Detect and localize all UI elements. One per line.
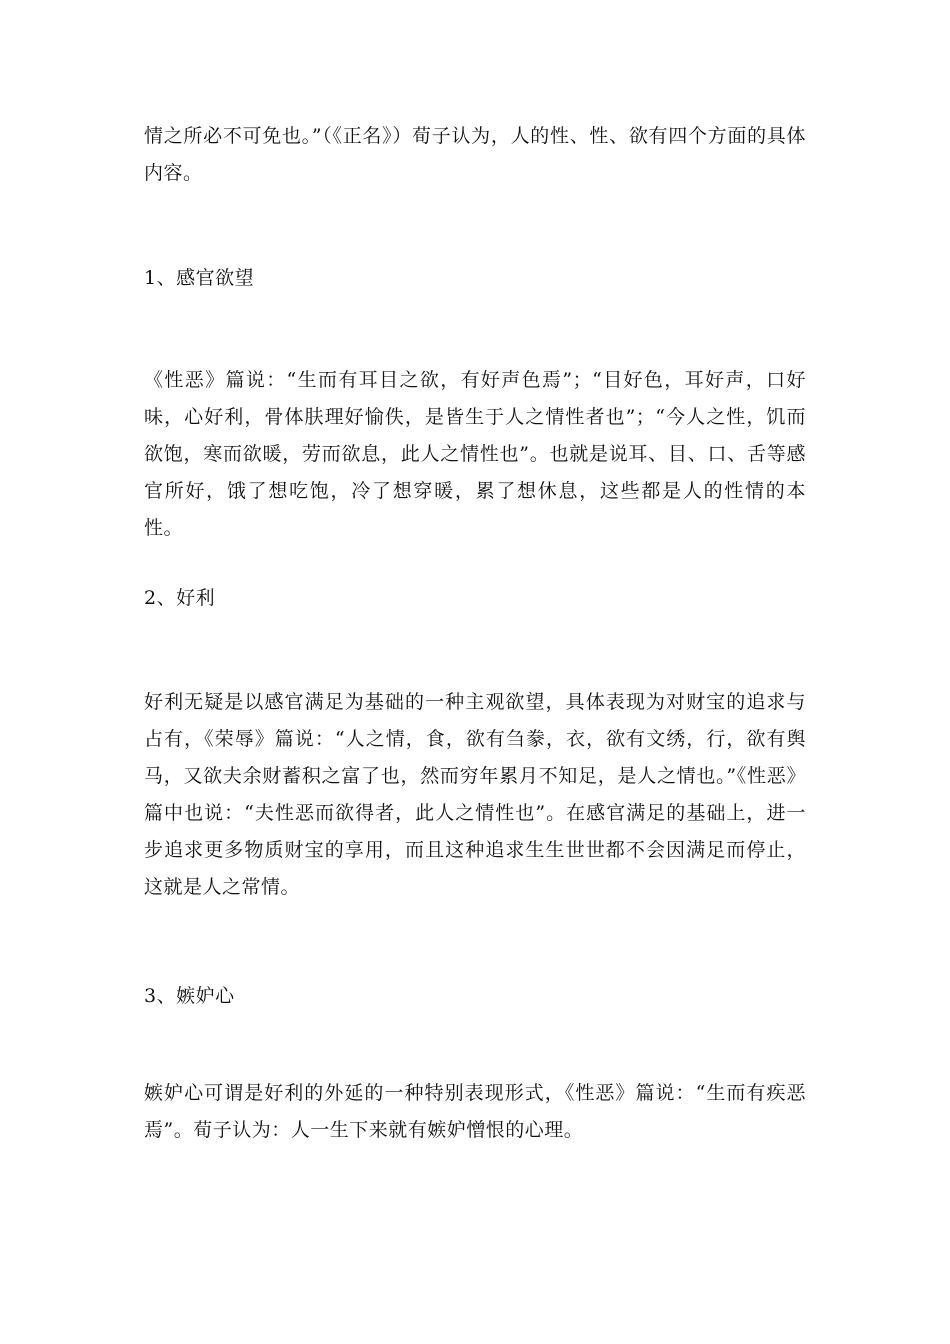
section-body-sensory-desire: 《性恶》篇说：“生而有耳目之欲，有好声色焉”；“目好色，耳好声，口好味，心好利，骨体肤理好愉佚，是皆生于人之情性者也”；“今人之性，饥而欲饱，寒而欲暖，劳而欲息，此人之情性也”。也就是说耳、目、口、舌等感官所好，饿了想吃饱，冷了想穿暖，累了想休息，这些都是人的性情的本性。 <box>144 369 806 539</box>
section-heading-sensory-desire: 1、感官欲望 <box>144 267 255 289</box>
intro-paragraph: 情之所必不可免也。”（《正名》）荀子认为，人的性、性、欲有四个方面的具体内容。 <box>144 125 806 184</box>
section-body-jealousy: 嫉妒心可谓是好利的外延的一种特别表现形式，《性恶》篇说：“生而有疾恶焉”。荀子认为：人一生下来就有嫉妒憎恨的心理。 <box>144 1082 806 1141</box>
section-heading-love-of-profit: 2、好利 <box>144 587 216 609</box>
section-heading-jealousy: 3、嫉妒心 <box>144 985 235 1007</box>
section-body-love-of-profit: 好利无疑是以感官满足为基础的一种主观欲望，具体表现为对财宝的追求与占有，《荣辱》篇说：“人之情，食，欲有刍豢，衣，欲有文绣，行，欲有舆马，又欲夫余财蓄积之富了也，然而穷年累月不知足，是人之情也。”《性恶》篇中也说：“夫性恶而欲得者，此人之情性也”。在感官满足的基础上，进一步追求更多物质财宝的享用，而且这种追求生生世世都不会因满足而停止，这就是人之常情。 <box>144 691 806 898</box>
